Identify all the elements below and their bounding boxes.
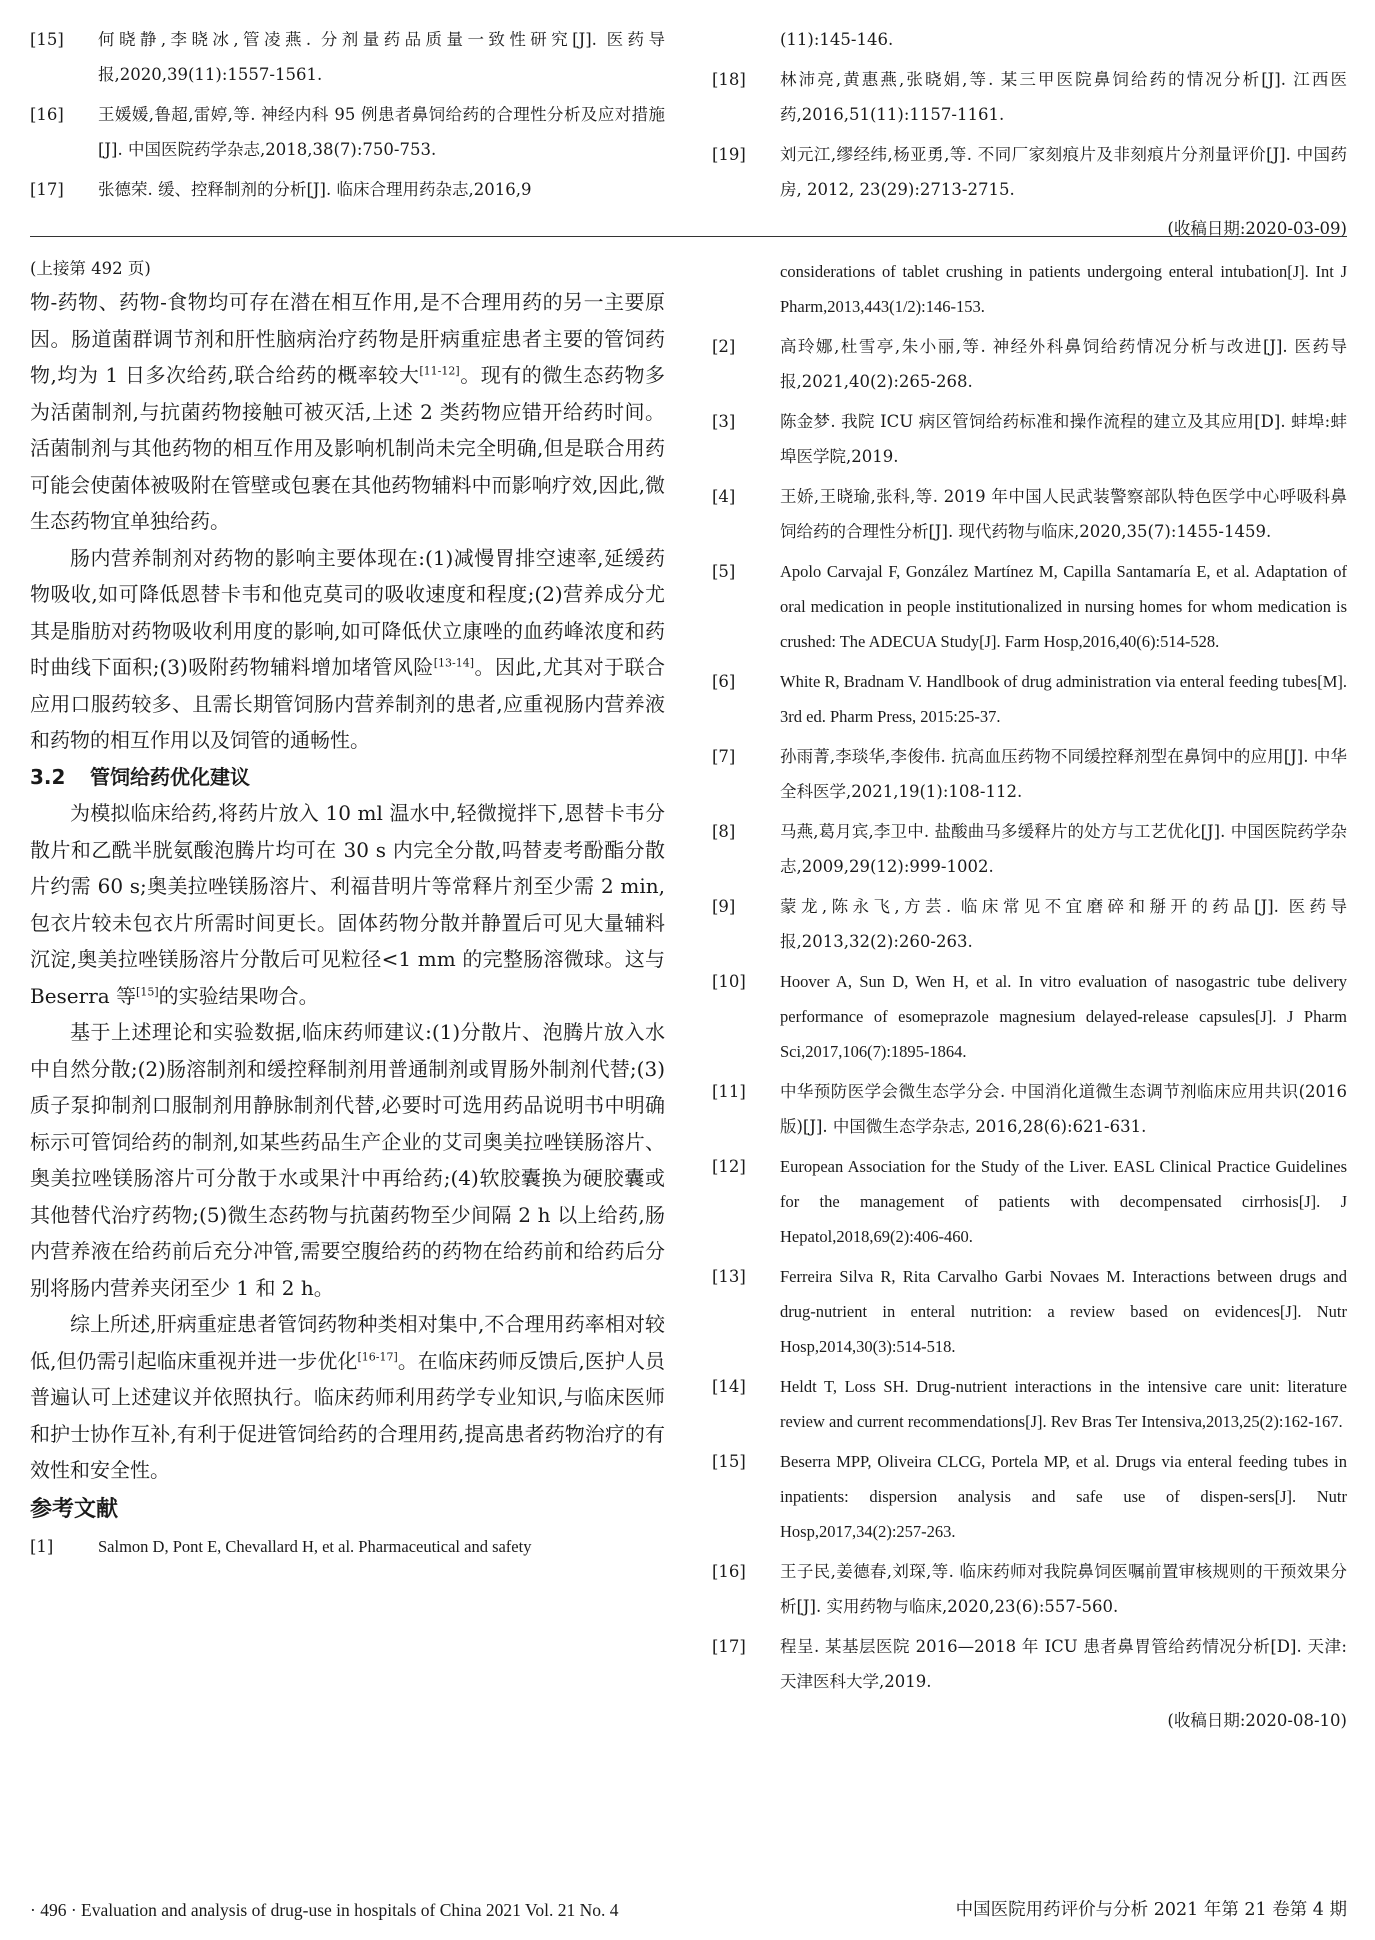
- received-date: (收稿日期:2020-03-09): [1167, 219, 1347, 238]
- reference-item: [712, 554, 1347, 659]
- reference-text: Ferreira Silva R, Rita Carvalho Garbi Novaes M. Interactions between drugs and drug-nutrient in enteral nutrition: a review based on evidences[J]. Nutr Hosp,2014,30(3):514-518.: [780, 1267, 1347, 1356]
- reference-number: [13]: [712, 1267, 746, 1286]
- page-footer: [30, 1893, 1347, 1927]
- paragraph: 物-药物、药物-食物均可存在潜在相互作用,是不合理用药的另一主要原因。肠道菌群调节剂和肝性脑病治疗药物是肝病重症患者主要的管饲药物,均为 1 日多次给药,联合给药的概率较大[11-12]。现有的微生态药物多为活菌制剂,与抗菌药物接触可被灭活,上述 2 类药物应错开给药时间。活菌制剂与其他药物的相互作用及影响机制尚未完全明确,但是联合用药可能会使菌体被吸附在管壁或包裹在其他药物辅料中而影响疗效,因此,微生态药物宜单独给药。: [30, 290, 666, 533]
- reference-continuation: [712, 22, 1347, 57]
- reference-number: [2]: [712, 337, 736, 356]
- citation: [15]: [136, 984, 159, 998]
- reference-number: [6]: [712, 672, 736, 691]
- reference-text: Heldt T, Loss SH. Drug-nutrient interactions in the intensive care unit: literature review and current recommendations[J]. Rev Bras Ter Intensiva,2013,25(2):162-167.: [780, 1377, 1347, 1431]
- reference-number: [16]: [712, 1562, 746, 1581]
- reference-item: [712, 889, 1347, 959]
- reference-text: (11):145-146.: [780, 30, 894, 49]
- reference-number: [14]: [712, 1377, 746, 1396]
- reference-item: [712, 1074, 1347, 1144]
- reference-number: [17]: [30, 180, 64, 199]
- reference-text: 孙雨菁,李琰华,李俊伟. 抗高血压药物不同缓控释剂型在鼻饲中的应用[J]. 中华全科医学,2021,19(1):108-112.: [780, 747, 1347, 801]
- reference-text: White R, Bradnam V. Handlbook of drug administration via enteral feeding tubes[M]. 3rd ed. Pharm Press, 2015:25-37.: [780, 672, 1347, 726]
- footer-journal-en: · 496 · Evaluation and analysis of drug-use in hospitals of China 2021 Vol. 21 No. 4: [30, 1900, 619, 1920]
- reference-continuation: [712, 254, 1347, 324]
- reference-item: [712, 137, 1347, 207]
- reference-number: [7]: [712, 747, 736, 766]
- reference-item: [30, 1529, 665, 1564]
- citation: [16-17]: [357, 1349, 398, 1363]
- article-body-left: [30, 254, 665, 1569]
- reference-item: [712, 479, 1347, 549]
- reference-number: [10]: [712, 972, 746, 991]
- reference-item: [712, 1149, 1347, 1254]
- reference-number: [12]: [712, 1157, 746, 1176]
- reference-number: [19]: [712, 145, 746, 164]
- reference-number: [17]: [712, 1637, 746, 1656]
- reference-text: European Association for the Study of the Liver. EASL Clinical Practice Guidelines for the management of patients with decompensated cirrhosis[J]. J Hepatol,2018,69(2):406-460.: [780, 1157, 1347, 1246]
- reference-number: [4]: [712, 487, 736, 506]
- reference-text: 张德荣. 缓、控释制剂的分析[J]. 临床合理用药杂志,2016,9: [98, 180, 532, 199]
- reference-item: [712, 814, 1347, 884]
- reference-number: [1]: [30, 1536, 54, 1556]
- reference-text: 蒙龙,陈永飞,方芸. 临床常见不宜磨碎和掰开的药品[J]. 医药导报,2013,32(2):260-263.: [780, 897, 1347, 951]
- paragraph: 基于上述理论和实验数据,临床药师建议:(1)分散片、泡腾片放入水中自然分散;(2)肠溶制剂和缓控释制剂用普通制剂或胃肠外制剂代替;(3)质子泵抑制剂口服制剂用静脉制剂代替,必要时可选用药品说明书中明确标示可管饲给药的制剂,如某些药品生产企业的艾司奥美拉唑镁肠溶片、奥美拉唑镁肠溶片可分散于水或果汁中再给药;(4)软胶囊换为硬胶囊或其他替代治疗药物;(5)微生态药物与抗菌药物至少间隔 2 h 以上给药,肠内营养液在给药前后充分冲管,需要空腹给药的药物在给药前和给药后分别将肠内营养夹闭至少 1 和 2 h。: [30, 1020, 665, 1300]
- section-divider: [30, 236, 1347, 237]
- citation: [13-14]: [433, 656, 475, 670]
- reference-text: 陈金梦. 我院 ICU 病区管饲给药标准和操作流程的建立及其应用[D]. 蚌埠:蚌埠医学院,2019.: [780, 412, 1347, 466]
- reference-number: [8]: [712, 822, 736, 841]
- reference-item: [30, 97, 665, 167]
- reference-text: 王娇,王晓瑜,张科,等. 2019 年中国人民武装警察部队特色医学中心呼吸科鼻饲给药的合理性分析[J]. 现代药物与临床,2020,35(7):1455-1459.: [780, 487, 1347, 541]
- reference-item: [712, 404, 1347, 474]
- references-heading: 参考文献: [30, 1496, 119, 1522]
- reference-text: 王子民,姜德春,刘琛,等. 临床药师对我院鼻饲医嘱前置审核规则的干预效果分析[J]. 实用药物与临床,2020,23(6):557-560.: [780, 1562, 1347, 1616]
- reference-item: [30, 172, 665, 207]
- footer-journal-cn: 中国医院用药评价与分析 2021 年第 21 卷第 4 期: [955, 1900, 1347, 1920]
- reference-number: [11]: [712, 1082, 746, 1101]
- reference-number: [18]: [712, 70, 746, 89]
- reference-text: 高玲娜,杜雪亭,朱小丽,等. 神经外科鼻饲给药情况分析与改进[J]. 医药导报,2021,40(2):265-268.: [780, 337, 1347, 391]
- reference-number: [3]: [712, 412, 736, 431]
- paragraph: 综上所述,肝病重症患者管饲药物种类相对集中,不合理用药率相对较低,但仍需引起临床重视并进一步优化[16-17]。在临床药师反馈后,医护人员普遍认可上述建议并依照执行。临床药师利用药学专业知识,与临床医师和护士协作互补,有利于促进管饲给药的合理用药,提高患者药物治疗的有效性和安全性。: [30, 1312, 666, 1482]
- reference-text: 林沛亮,黄惠燕,张晓娟,等. 某三甲医院鼻饲给药的情况分析[J]. 江西医药,2016,51(11):1157-1161.: [780, 70, 1347, 124]
- reference-number: [5]: [712, 562, 736, 581]
- reference-text: Apolo Carvajal F, González Martínez M, Capilla Santamaría E, et al. Adaptation of oral medication in people institutionalized in nursing homes for whom medication is crushed: The ADECUA Study[J]. Farm Hosp,2016,40(6):514-528.: [780, 562, 1347, 651]
- reference-item: [712, 1554, 1347, 1624]
- reference-item: [712, 739, 1347, 809]
- reference-item: [712, 1369, 1347, 1439]
- reference-item: [712, 664, 1347, 734]
- reference-text: Beserra MPP, Oliveira CLCG, Portela MP, et al. Drugs via enteral feeding tubes in inpatients: dispersion analysis and safe use of dispen-sers[J]. Nutr Hosp,2017,34(2):257-263.: [780, 1452, 1347, 1541]
- reference-text: Hoover A, Sun D, Wen H, et al. In vitro evaluation of nasogastric tube delivery performance of esomeprazole magnesium delayed-release capsules[J]. J Pharm Sci,2017,106(7):1895-1864.: [780, 972, 1347, 1061]
- reference-item: [712, 1259, 1347, 1364]
- reference-number: [15]: [30, 30, 64, 49]
- reference-number: [9]: [712, 897, 736, 916]
- reference-text: considerations of tablet crushing in patients undergoing enteral intubation[J]. Int J Pharm,2013,443(1/2):146-153.: [780, 262, 1347, 316]
- reference-item: [30, 22, 665, 92]
- references-list-right: [712, 254, 1347, 1738]
- paragraph: 肠内营养制剂对药物的影响主要体现在:(1)减慢胃排空速率,延缓药物吸收,如可降低恩替卡韦和他克莫司的吸收速度和程度;(2)营养成分尤其是脂肪对药物吸收利用度的影响,如可降低伏立康唑的血药峰浓度和药时曲线下面积;(3)吸附药物辅料增加堵管风险[13-14]。因此,尤其对于联合应用口服药较多、且需长期管饲肠内营养制剂的患者,应重视肠内营养液和药物的相互作用以及饲管的通畅性。: [30, 545, 665, 752]
- reference-text: 程呈. 某基层医院 2016—2018 年 ICU 患者鼻胃管给药情况分析[D]. 天津:天津医科大学,2019.: [780, 1637, 1347, 1691]
- section-title: 管饲给药优化建议: [90, 764, 250, 789]
- reference-item: [712, 1629, 1347, 1699]
- reference-text: 何晓静,李晓冰,管凌燕. 分剂量药品质量一致性研究[J]. 医药导报,2020,39(11):1557-1561.: [98, 30, 665, 84]
- prev-references-left: [30, 22, 665, 212]
- received-date: (收稿日期:2020-08-10): [1167, 1711, 1347, 1730]
- reference-text: 中华预防医学会微生态学分会. 中国消化道微生态调节剂临床应用共识(2016 版)[J]. 中国微生态学杂志, 2016,28(6):621-631.: [780, 1082, 1347, 1136]
- prev-references-right: [712, 22, 1347, 246]
- reference-text: 王媛媛,鲁超,雷婷,等. 神经内科 95 例患者鼻饲给药的合理性分析及应对措施[J]. 中国医院药学杂志,2018,38(7):750-753.: [98, 105, 665, 159]
- reference-number: [16]: [30, 105, 64, 124]
- section-number: 3.2: [30, 764, 66, 789]
- reference-text: Salmon D, Pont E, Chevallard H, et al. Pharmaceutical and safety: [98, 1536, 532, 1556]
- section-heading: [30, 759, 665, 796]
- reference-item: [712, 62, 1347, 132]
- continued-from-note: (上接第 492 页): [30, 259, 151, 278]
- citation: [11-12]: [419, 364, 460, 378]
- reference-item: [712, 1444, 1347, 1549]
- reference-item: [712, 329, 1347, 399]
- reference-number: [15]: [712, 1452, 746, 1471]
- reference-text: 刘元江,缪经纬,杨亚勇,等. 不同厂家刻痕片及非刻痕片分剂量评价[J]. 中国药房, 2012, 23(29):2713-2715.: [780, 145, 1347, 199]
- reference-text: 马燕,葛月宾,李卫中. 盐酸曲马多缓释片的处方与工艺优化[J]. 中国医院药学杂志,2009,29(12):999-1002.: [780, 822, 1347, 876]
- reference-item: [712, 964, 1347, 1069]
- paragraph: 为模拟临床给药,将药片放入 10 ml 温水中,轻微搅拌下,恩替卡韦分散片和乙酰半胱氨酸泡腾片均可在 30 s 内完全分散,吗替麦考酚酯分散片约需 60 s;奥美拉唑镁肠溶片、利福昔明片等常释片剂至少需 2 min,包衣片较未包衣片所需时间更长。固体药物分散并静置后可见大量辅料沉淀,奥美拉唑镁肠溶片分散后可见粒径<1 mm 的完整肠溶微球。这与 Beserra 等[15]的实验结果吻合。: [30, 801, 665, 1008]
